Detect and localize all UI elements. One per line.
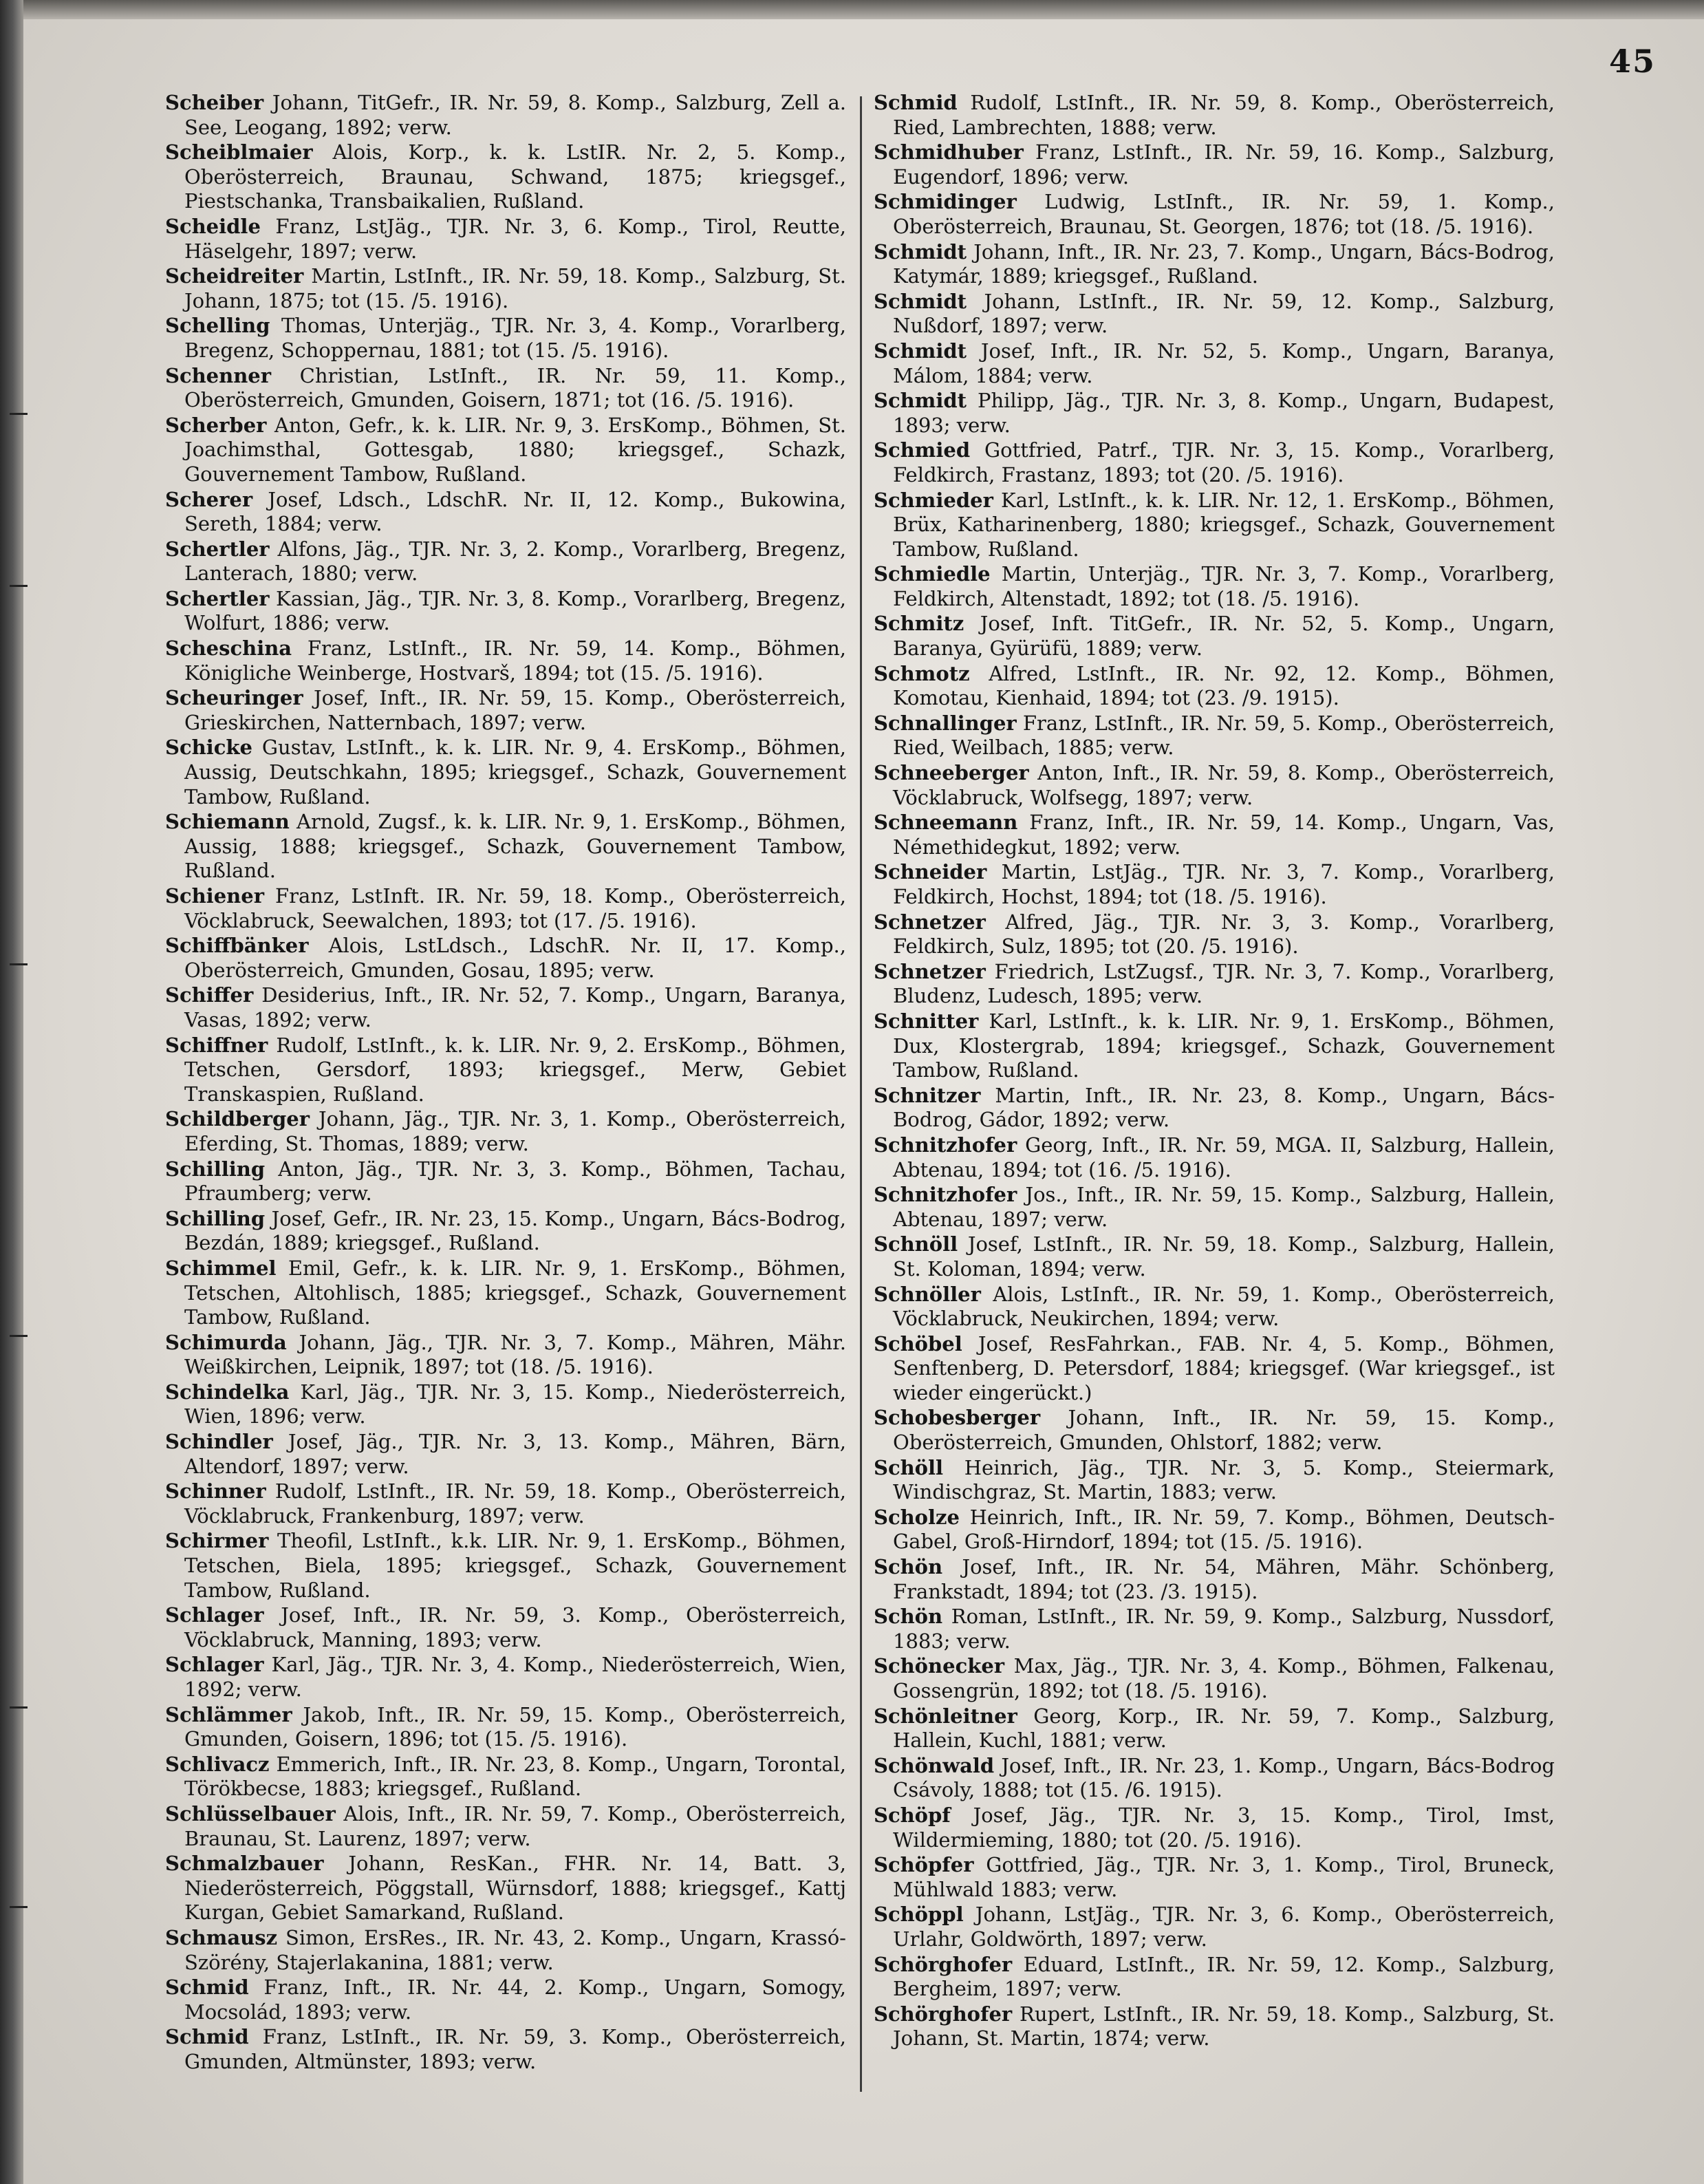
entry-surname: Schmidt <box>874 289 967 313</box>
register-entry <box>874 2002 1555 2051</box>
register-entry <box>874 91 1555 140</box>
entry-surname: Schmidinger <box>874 190 1017 214</box>
entry-details: Georg, Korp., IR. Nr. 59, 7. Komp., Salzburg, Hallein, Kuchl, 1881; verw. <box>893 1704 1555 1753</box>
entry-details: Georg, Inft., IR. Nr. 59, MGA. II, Salzburg, Hallein, Abtenau, 1894; tot (16. /5. 1916). <box>893 1133 1555 1181</box>
register-entry <box>874 562 1555 611</box>
entry-surname: Schnöll <box>874 1232 958 1256</box>
entry-surname: Scheiber <box>165 91 264 114</box>
register-entry <box>874 1232 1555 1281</box>
entry-details: Josef, ResFahrkan., FAB. Nr. 4, 5. Komp., Böhmen, Senftenberg, D. Petersdorf, 1884; kriegsgef. (War kriegsgef., ist wieder eingerückt.) <box>893 1331 1555 1404</box>
margin-mark <box>10 1706 28 1709</box>
margin-mark <box>10 963 28 965</box>
entry-surname: Schiemann <box>165 810 290 834</box>
entry-details: Josef, Inft., IR. Nr. 52, 5. Komp., Ungarn, Baranya, Málom, 1884; verw. <box>893 339 1555 387</box>
entry-details: Alfred, Jäg., TJR. Nr. 3, 3. Komp., Vorarlberg, Feldkirch, Sulz, 1895; tot (20. /5. 1916). <box>893 910 1555 959</box>
entry-surname: Schmiedle <box>874 562 991 586</box>
entry-details: Desiderius, Inft., IR. Nr. 52, 7. Komp., Ungarn, Baranya, Vasas, 1892; verw. <box>184 983 846 1031</box>
entry-details: Franz, LstInft. IR. Nr. 59, 18. Komp., Oberösterreich, Vöcklabruck, Seewalchen, 1893; tot (17. /5. 1916). <box>184 884 846 932</box>
entry-details: Theofil, LstInft., k.k. LIR. Nr. 9, 1. ErsKomp., Böhmen, Tetschen, Biela, 1895; kriegsgef., Schazk, Gouvernement Tambow, Rußland. <box>184 1529 846 1602</box>
register-entry <box>874 910 1555 959</box>
register-entry <box>165 488 846 537</box>
register-entry <box>165 686 846 735</box>
entry-surname: Schlüsselbauer <box>165 1801 336 1826</box>
entry-surname: Schnöller <box>874 1282 981 1306</box>
page-number: 45 <box>1608 43 1656 80</box>
register-entry <box>874 612 1555 661</box>
column-divider <box>860 96 862 2092</box>
register-entry <box>874 1133 1555 1182</box>
register-entry <box>165 1107 846 1156</box>
entry-surname: Schönleitner <box>874 1704 1017 1728</box>
entry-details: Martin, Inft., IR. Nr. 23, 8. Komp., Ungarn, Bács-Bodrog, Gádor, 1892; verw. <box>893 1083 1555 1132</box>
entry-details: Franz, LstInft., IR. Nr. 59, 16. Komp., Salzburg, Eugendorf, 1896; verw. <box>893 140 1555 189</box>
entry-surname: Schobesberger <box>874 1406 1041 1430</box>
register-entry <box>165 1529 846 1603</box>
entry-details: Emil, Gefr., k. k. LIR. Nr. 9, 1. ErsKomp., Böhmen, Tetschen, Altohlisch, 1885; kriegsgef., Schazk, Gouvernement Tambow, Rußland. <box>184 1256 846 1329</box>
entry-surname: Schiener <box>165 884 264 908</box>
entry-surname: Scholze <box>874 1505 960 1529</box>
entry-surname: Schmidt <box>874 389 967 413</box>
margin-mark <box>10 1906 28 1908</box>
entry-details: Alois, Korp., k. k. LstIR. Nr. 2, 5. Komp., Oberösterreich, Braunau, Schwand, 1875; kriegsgef., Piestschanka, Transbaikalien, Rußland. <box>184 140 846 213</box>
register-entry <box>874 140 1555 189</box>
entry-surname: Schiffner <box>165 1033 268 1057</box>
entry-details: Johann, LstInft., IR. Nr. 59, 12. Komp., Salzburg, Nußdorf, 1897; verw. <box>893 289 1555 338</box>
register-entry <box>874 290 1555 339</box>
register-entry <box>165 1653 846 1702</box>
entry-details: Karl, Jäg., TJR. Nr. 3, 4. Komp., Niederösterreich, Wien, 1892; verw. <box>184 1653 846 1701</box>
entry-surname: Schnitzhofer <box>874 1183 1017 1207</box>
register-entry <box>165 1976 846 2024</box>
entry-surname: Schmied <box>874 438 971 462</box>
register-entry <box>165 587 846 636</box>
entry-surname: Schnallinger <box>874 711 1017 735</box>
entry-surname: Schnetzer <box>874 959 986 983</box>
register-entry <box>874 1009 1555 1083</box>
entry-details: Thomas, Unterjäg., TJR. Nr. 3, 4. Komp., Vorarlberg, Bregenz, Schoppernau, 1881; tot (15. /5. 1916). <box>184 314 846 362</box>
entry-details: Franz, Inft., IR. Nr. 44, 2. Komp., Ungarn, Somogy, Mocsolád, 1893; verw. <box>184 1976 846 2024</box>
register-entry <box>165 1207 846 1256</box>
entry-details: Johann, LstJäg., TJR. Nr. 3, 6. Komp., Oberösterreich, Urlahr, Goldwörth, 1897; verw. <box>893 1903 1555 1951</box>
entry-surname: Schiffer <box>165 983 254 1007</box>
entry-surname: Schöll <box>874 1455 944 1479</box>
register-entry <box>165 736 846 809</box>
entry-details: Philipp, Jäg., TJR. Nr. 3, 8. Komp., Ungarn, Budapest, 1893; verw. <box>893 389 1555 437</box>
register-entry <box>874 1754 1555 1803</box>
register-entry <box>165 810 846 884</box>
register-entry <box>165 1926 846 1975</box>
entry-details: Roman, LstInft., IR. Nr. 59, 9. Komp., Salzburg, Nussdorf, 1883; verw. <box>893 1605 1555 1653</box>
entry-details: Josef, Inft. TitGefr., IR. Nr. 52, 5. Komp., Ungarn, Baranya, Gyürüfü, 1889; verw. <box>893 612 1555 661</box>
entry-surname: Schimurda <box>165 1330 287 1354</box>
entry-surname: Schlämmer <box>165 1702 292 1726</box>
entry-details: Eduard, LstInft., IR. Nr. 59, 12. Komp., Salzburg, Bergheim, 1897; verw. <box>893 1952 1555 2001</box>
register-entry <box>165 1479 846 1528</box>
register-entry <box>165 364 846 413</box>
entry-details: Rudolf, LstInft., k. k. LIR. Nr. 9, 2. ErsKomp., Böhmen, Tetschen, Gersdorf, 1893; kriegsgef., Merw, Gebiet Transkaspien, Rußland. <box>184 1033 846 1106</box>
register-entry <box>874 1183 1555 1232</box>
entry-details: Rupert, LstInft., IR. Nr. 59, 18. Komp., Salzburg, St. Johann, St. Martin, 1874; verw. <box>893 2002 1555 2051</box>
register-entry <box>874 240 1555 289</box>
entry-surname: Schöbel <box>874 1331 962 1356</box>
entry-surname: Schinner <box>165 1479 266 1503</box>
entry-surname: Schicke <box>165 736 252 760</box>
entry-surname: Schmid <box>874 91 958 114</box>
register-entry <box>874 960 1555 1009</box>
entry-details: Josef, Inft., IR. Nr. 59, 3. Komp., Oberösterreich, Vöcklabruck, Manning, 1893; verw. <box>184 1603 846 1651</box>
entry-surname: Schindler <box>165 1430 273 1454</box>
entry-details: Josef, Inft., IR. Nr. 23, 1. Komp., Ungarn, Bács-Bodrog Csávoly, 1888; tot (15. /6. 1915). <box>893 1753 1555 1802</box>
entry-details: Martin, Unterjäg., TJR. Nr. 3, 7. Komp., Vorarlberg, Feldkirch, Altenstadt, 1892; tot (18. /5. 1916). <box>893 562 1555 610</box>
margin-mark <box>10 413 28 415</box>
entry-details: Alois, Inft., IR. Nr. 59, 7. Komp., Oberösterreich, Braunau, St. Laurenz, 1897; verw. <box>184 1801 846 1850</box>
register-entry <box>874 438 1555 487</box>
register-entry <box>874 1605 1555 1653</box>
entry-surname: Schmid <box>165 2025 249 2049</box>
entry-details: Gustav, LstInft., k. k. LIR. Nr. 9, 4. ErsKomp., Böhmen, Aussig, Deutschkahn, 1895; kriegsgef., Schazk, Gouvernement Tambow, Rußland. <box>184 736 846 809</box>
register-entry <box>874 811 1555 859</box>
entry-details: Simon, ErsRes., IR. Nr. 43, 2. Komp., Ungarn, Krassó-Szörény, Stajerlakanina, 1881; verw. <box>184 1925 846 1974</box>
register-entry <box>165 1603 846 1652</box>
entry-details: Martin, LstInft., IR. Nr. 59, 18. Komp., Salzburg, St. Johann, 1875; tot (15. /5. 1916). <box>184 264 846 312</box>
entry-details: Ludwig, LstInft., IR. Nr. 59, 1. Komp., Oberösterreich, Braunau, St. Georgen, 1876; tot (18. /5. 1916). <box>893 190 1555 238</box>
entry-surname: Schertler <box>165 537 270 561</box>
register-entry <box>874 1555 1555 1604</box>
register-entry <box>165 636 846 685</box>
page-top-edge <box>0 0 1704 19</box>
entry-details: Alois, LstLdsch., LdschR. Nr. II, 17. Komp., Oberösterreich, Gmunden, Gosau, 1895; verw. <box>184 934 846 982</box>
entry-details: Johann, Inft., IR. Nr. 59, 15. Komp., Oberösterreich, Gmunden, Ohlstorf, 1882; verw. <box>893 1406 1555 1455</box>
entry-surname: Schmausz <box>165 1925 278 1949</box>
entry-surname: Schmidt <box>874 239 967 264</box>
register-entry <box>874 1704 1555 1753</box>
entry-surname: Schlivacz <box>165 1752 270 1776</box>
register-entry <box>165 414 846 487</box>
entry-details: Anton, Jäg., TJR. Nr. 3, 3. Komp., Böhmen, Tachau, Pfraumberg; verw. <box>184 1157 846 1206</box>
entry-details: Karl, Jäg., TJR. Nr. 3, 15. Komp., Niederösterreich, Wien, 1896; verw. <box>184 1380 846 1428</box>
entry-details: Rudolf, LstInft., IR. Nr. 59, 8. Komp., Oberösterreich, Ried, Lambrechten, 1888; verw. <box>893 91 1555 139</box>
entry-details: Emmerich, Inft., IR. Nr. 23, 8. Komp., Ungarn, Torontal, Törökbecse, 1883; kriegsgef., Rußland. <box>184 1752 846 1801</box>
entry-surname: Schön <box>874 1605 943 1629</box>
register-entry <box>165 264 846 313</box>
entry-details: Alfons, Jäg., TJR. Nr. 3, 2. Komp., Vorarlberg, Bregenz, Lanterach, 1880; verw. <box>184 537 846 586</box>
entry-details: Franz, LstInft., IR. Nr. 59, 3. Komp., Oberösterreich, Gmunden, Altmünster, 1893; verw. <box>184 2025 846 2073</box>
entry-details: Rudolf, LstInft., IR. Nr. 59, 18. Komp., Oberösterreich, Vöcklabruck, Frankenburg, 1897; verw. <box>184 1479 846 1528</box>
entry-surname: Scheidreiter <box>165 264 304 288</box>
left-column <box>165 91 846 2075</box>
entry-details: Franz, Inft., IR. Nr. 59, 14. Komp., Ungarn, Vas, Némethidegkut, 1892; verw. <box>893 811 1555 859</box>
register-entry <box>165 1753 846 1801</box>
entry-surname: Schertler <box>165 586 270 610</box>
entry-surname: Schmotz <box>874 661 970 685</box>
entry-surname: Schneider <box>874 860 987 884</box>
entry-surname: Schlager <box>165 1603 264 1627</box>
entry-details: Josef, Gefr., IR. Nr. 23, 15. Komp., Ungarn, Bács-Bodrog, Bezdán, 1889; kriegsgef., Rußland. <box>184 1206 846 1255</box>
entry-details: Anton, Gefr., k. k. LIR. Nr. 9, 3. ErsKomp., Böhmen, St. Joachimsthal, Gottesgab, 1880; kriegsgef., Schazk, Gouvernement Tambow, Rußland. <box>184 413 846 486</box>
register-entry <box>874 1283 1555 1331</box>
entry-details: Anton, Inft., IR. Nr. 59, 8. Komp., Oberösterreich, Vöcklabruck, Wolfsegg, 1897; verw. <box>893 761 1555 809</box>
entry-details: Christian, LstInft., IR. Nr. 59, 11. Komp., Oberösterreich, Gmunden, Goisern, 1871; tot (16. /5. 1916). <box>184 363 846 412</box>
entry-surname: Scherber <box>165 413 267 437</box>
register-entry <box>165 2025 846 2074</box>
entry-details: Johann, TitGefr., IR. Nr. 59, 8. Komp., Salzburg, Zell a. See, Leogang, 1892; verw. <box>184 91 846 139</box>
entry-details: Alfred, LstInft., IR. Nr. 92, 12. Komp., Böhmen, Komotau, Kienhaid, 1894; tot (23. /9. 1915). <box>893 661 1555 710</box>
entry-details: Josef, Ldsch., LdschR. Nr. II, 12. Komp., Bukowina, Sereth, 1884; verw. <box>184 487 846 536</box>
register-entry <box>874 1456 1555 1505</box>
entry-surname: Schönecker <box>874 1654 1005 1678</box>
entry-surname: Schmitz <box>874 612 964 636</box>
entry-details: Karl, LstInft., k. k. LIR. Nr. 12, 1. ErsKomp., Böhmen, Brüx, Katharinenberg, 1880; kriegsgef., Schazk, Gouvernement Tambow, Rußland. <box>893 488 1555 561</box>
entry-details: Johann, ResKan., FHR. Nr. 14, Batt. 3, Niederösterreich, Pöggstall, Würnsdorf, 1888; kriegsgef., Kattj Kurgan, Gebiet Samarkand, Rußland. <box>184 1852 846 1925</box>
entry-surname: Scheschina <box>165 636 292 661</box>
register-entry <box>165 314 846 363</box>
entry-surname: Schimmel <box>165 1256 277 1280</box>
entry-surname: Schindelka <box>165 1380 290 1404</box>
entry-details: Alois, LstInft., IR. Nr. 59, 1. Komp., Oberösterreich, Vöcklabruck, Neukirchen, 1894; verw. <box>893 1282 1555 1331</box>
entry-details: Karl, LstInft., k. k. LIR. Nr. 9, 1. ErsKomp., Böhmen, Dux, Klostergrab, 1894; kriegsgef., Schazk, Gouvernement Tambow, Rußland. <box>893 1009 1555 1082</box>
register-entry <box>874 1903 1555 1951</box>
register-entry <box>165 1430 846 1479</box>
entry-surname: Scheiblmaier <box>165 140 313 164</box>
entry-surname: Schmidt <box>874 339 967 363</box>
page-binding-edge <box>0 0 23 2184</box>
register-entry <box>874 1803 1555 1852</box>
entry-details: Johann, Inft., IR. Nr. 23, 7. Komp., Ungarn, Bács-Bodrog, Katymár, 1889; kriegsgef., Rußland. <box>893 239 1555 288</box>
entry-details: Josef, Inft., IR. Nr. 59, 15. Komp., Oberösterreich, Grieskirchen, Natternbach, 1897; verw. <box>184 686 846 734</box>
register-entry <box>165 215 846 264</box>
register-entry <box>874 1853 1555 1902</box>
entry-details: Jakob, Inft., IR. Nr. 59, 15. Komp., Oberösterreich, Gmunden, Goisern, 1896; tot (15. /5. 1916). <box>184 1702 846 1751</box>
entry-details: Josef, Inft., IR. Nr. 54, Mähren, Mähr. Schönberg, Frankstadt, 1894; tot (23. /3. 1915). <box>893 1555 1555 1603</box>
register-entry <box>874 1506 1555 1554</box>
register-entry <box>165 1380 846 1429</box>
entry-surname: Schön <box>874 1555 943 1579</box>
entry-surname: Schlager <box>165 1653 264 1677</box>
register-entry <box>165 1157 846 1206</box>
entry-surname: Schneeberger <box>874 761 1029 785</box>
entry-surname: Schöpf <box>874 1803 951 1827</box>
register-entry <box>874 1953 1555 2002</box>
margin-mark <box>10 1335 28 1337</box>
entry-surname: Schenner <box>165 363 272 387</box>
register-entry <box>874 489 1555 562</box>
entry-details: Josef, Jäg., TJR. Nr. 3, 13. Komp., Mähren, Bärn, Altendorf, 1897; verw. <box>184 1430 846 1478</box>
entry-surname: Schörghofer <box>874 1952 1013 1976</box>
entry-details: Johann, Jäg., TJR. Nr. 3, 7. Komp., Mähren, Mähr. Weißkirchen, Leipnik, 1897; tot (18. /5. 1916). <box>184 1330 846 1379</box>
entry-surname: Schnitzhofer <box>874 1133 1017 1157</box>
register-entry <box>165 537 846 586</box>
entry-details: Jos., Inft., IR. Nr. 59, 15. Komp., Salzburg, Hallein, Abtenau, 1897; verw. <box>893 1183 1555 1231</box>
register-entry <box>874 389 1555 438</box>
register-entry <box>874 860 1555 909</box>
entry-details: Heinrich, Jäg., TJR. Nr. 3, 5. Komp., Steiermark, Windischgraz, St. Martin, 1883; verw. <box>893 1455 1555 1504</box>
register-entry <box>874 662 1555 711</box>
right-column <box>874 91 1555 2052</box>
entry-surname: Schildberger <box>165 1107 310 1131</box>
register-entry <box>165 884 846 933</box>
entry-details: Franz, LstInft., IR. Nr. 59, 14. Komp., Böhmen, Königliche Weinberge, Hostvarš, 1894; tot (15. /5. 1916). <box>184 636 846 685</box>
entry-surname: Schnetzer <box>874 910 986 934</box>
entry-details: Arnold, Zugsf., k. k. LIR. Nr. 9, 1. ErsKomp., Böhmen, Aussig, 1888; kriegsgef., Schazk, Gouvernement Tambow, Rußland. <box>184 810 846 883</box>
entry-surname: Schörghofer <box>874 2002 1013 2026</box>
register-entry <box>874 761 1555 810</box>
entry-surname: Schönwald <box>874 1753 995 1777</box>
entry-surname: Schmieder <box>874 488 993 512</box>
register-entry <box>165 91 846 140</box>
register-entry <box>165 1034 846 1107</box>
entry-details: Max, Jäg., TJR. Nr. 3, 4. Komp., Böhmen, Falkenau, Gossengrün, 1892; tot (18. /5. 1916). <box>893 1654 1555 1702</box>
entry-details: Gottfried, Patrf., TJR. Nr. 3, 15. Komp., Vorarlberg, Feldkirch, Frastanz, 1893; tot (20. /5. 1916). <box>893 438 1555 486</box>
entry-surname: Schnitter <box>874 1009 979 1033</box>
entry-surname: Scheidle <box>165 214 261 238</box>
entry-surname: Schmidhuber <box>874 140 1024 164</box>
entry-details: Friedrich, LstZugsf., TJR. Nr. 3, 7. Komp., Vorarlberg, Bludenz, Ludesch, 1895; verw. <box>893 959 1555 1008</box>
register-entry <box>874 1084 1555 1133</box>
register-entry <box>874 339 1555 388</box>
register-entry <box>165 1802 846 1851</box>
entry-details: Heinrich, Inft., IR. Nr. 59, 7. Komp., Böhmen, Deutsch-Gabel, Groß-Hirndorf, 1894; tot (15. /5. 1916). <box>893 1505 1555 1554</box>
register-entry <box>874 190 1555 239</box>
register-entry <box>165 1852 846 1925</box>
entry-details: Josef, LstInft., IR. Nr. 59, 18. Komp., Salzburg, Hallein, St. Koloman, 1894; verw. <box>893 1232 1555 1281</box>
entry-surname: Schmid <box>165 1976 249 2000</box>
entry-surname: Schirmer <box>165 1529 269 1553</box>
entry-surname: Schneemann <box>874 811 1018 835</box>
register-entry <box>165 1256 846 1330</box>
entry-surname: Schmalzbauer <box>165 1852 324 1876</box>
register-entry <box>874 711 1555 760</box>
entry-details: Franz, LstJäg., TJR. Nr. 3, 6. Komp., Tirol, Reutte, Häselgehr, 1897; verw. <box>184 214 846 263</box>
entry-details: Kassian, Jäg., TJR. Nr. 3, 8. Komp., Vorarlberg, Bregenz, Wolfurt, 1886; verw. <box>184 586 846 635</box>
register-entry <box>874 1406 1555 1455</box>
entry-surname: Schöppl <box>874 1903 964 1927</box>
entry-details: Gottfried, Jäg., TJR. Nr. 3, 1. Komp., Tirol, Bruneck, Mühlwald 1883; verw. <box>893 1853 1555 1901</box>
entry-details: Josef, Jäg., TJR. Nr. 3, 15. Komp., Tirol, Imst, Wildermieming, 1880; tot (20. /5. 1916). <box>893 1803 1555 1852</box>
entry-surname: Scheuringer <box>165 686 303 710</box>
register-entry <box>165 934 846 983</box>
entry-details: Martin, LstJäg., TJR. Nr. 3, 7. Komp., Vorarlberg, Feldkirch, Hochst, 1894; tot (18. /5. 1916). <box>893 860 1555 908</box>
entry-surname: Schelling <box>165 314 270 338</box>
register-entry <box>874 1654 1555 1703</box>
register-entry <box>874 1332 1555 1406</box>
entry-surname: Schiffbänker <box>165 934 309 958</box>
entry-surname: Schilling <box>165 1206 266 1230</box>
register-entry <box>165 140 846 214</box>
register-entry <box>165 1703 846 1752</box>
register-entry <box>165 1331 846 1380</box>
margin-mark <box>10 585 28 587</box>
entry-details: Johann, Jäg., TJR. Nr. 3, 1. Komp., Oberösterreich, Eferding, St. Thomas, 1889; verw. <box>184 1107 846 1155</box>
entry-surname: Schilling <box>165 1157 266 1181</box>
register-entry <box>165 983 846 1032</box>
entry-surname: Schnitzer <box>874 1083 981 1107</box>
entry-details: Franz, LstInft., IR. Nr. 59, 5. Komp., Oberösterreich, Ried, Weilbach, 1885; verw. <box>893 711 1555 760</box>
entry-surname: Schöpfer <box>874 1853 974 1877</box>
entry-surname: Scherer <box>165 487 253 511</box>
